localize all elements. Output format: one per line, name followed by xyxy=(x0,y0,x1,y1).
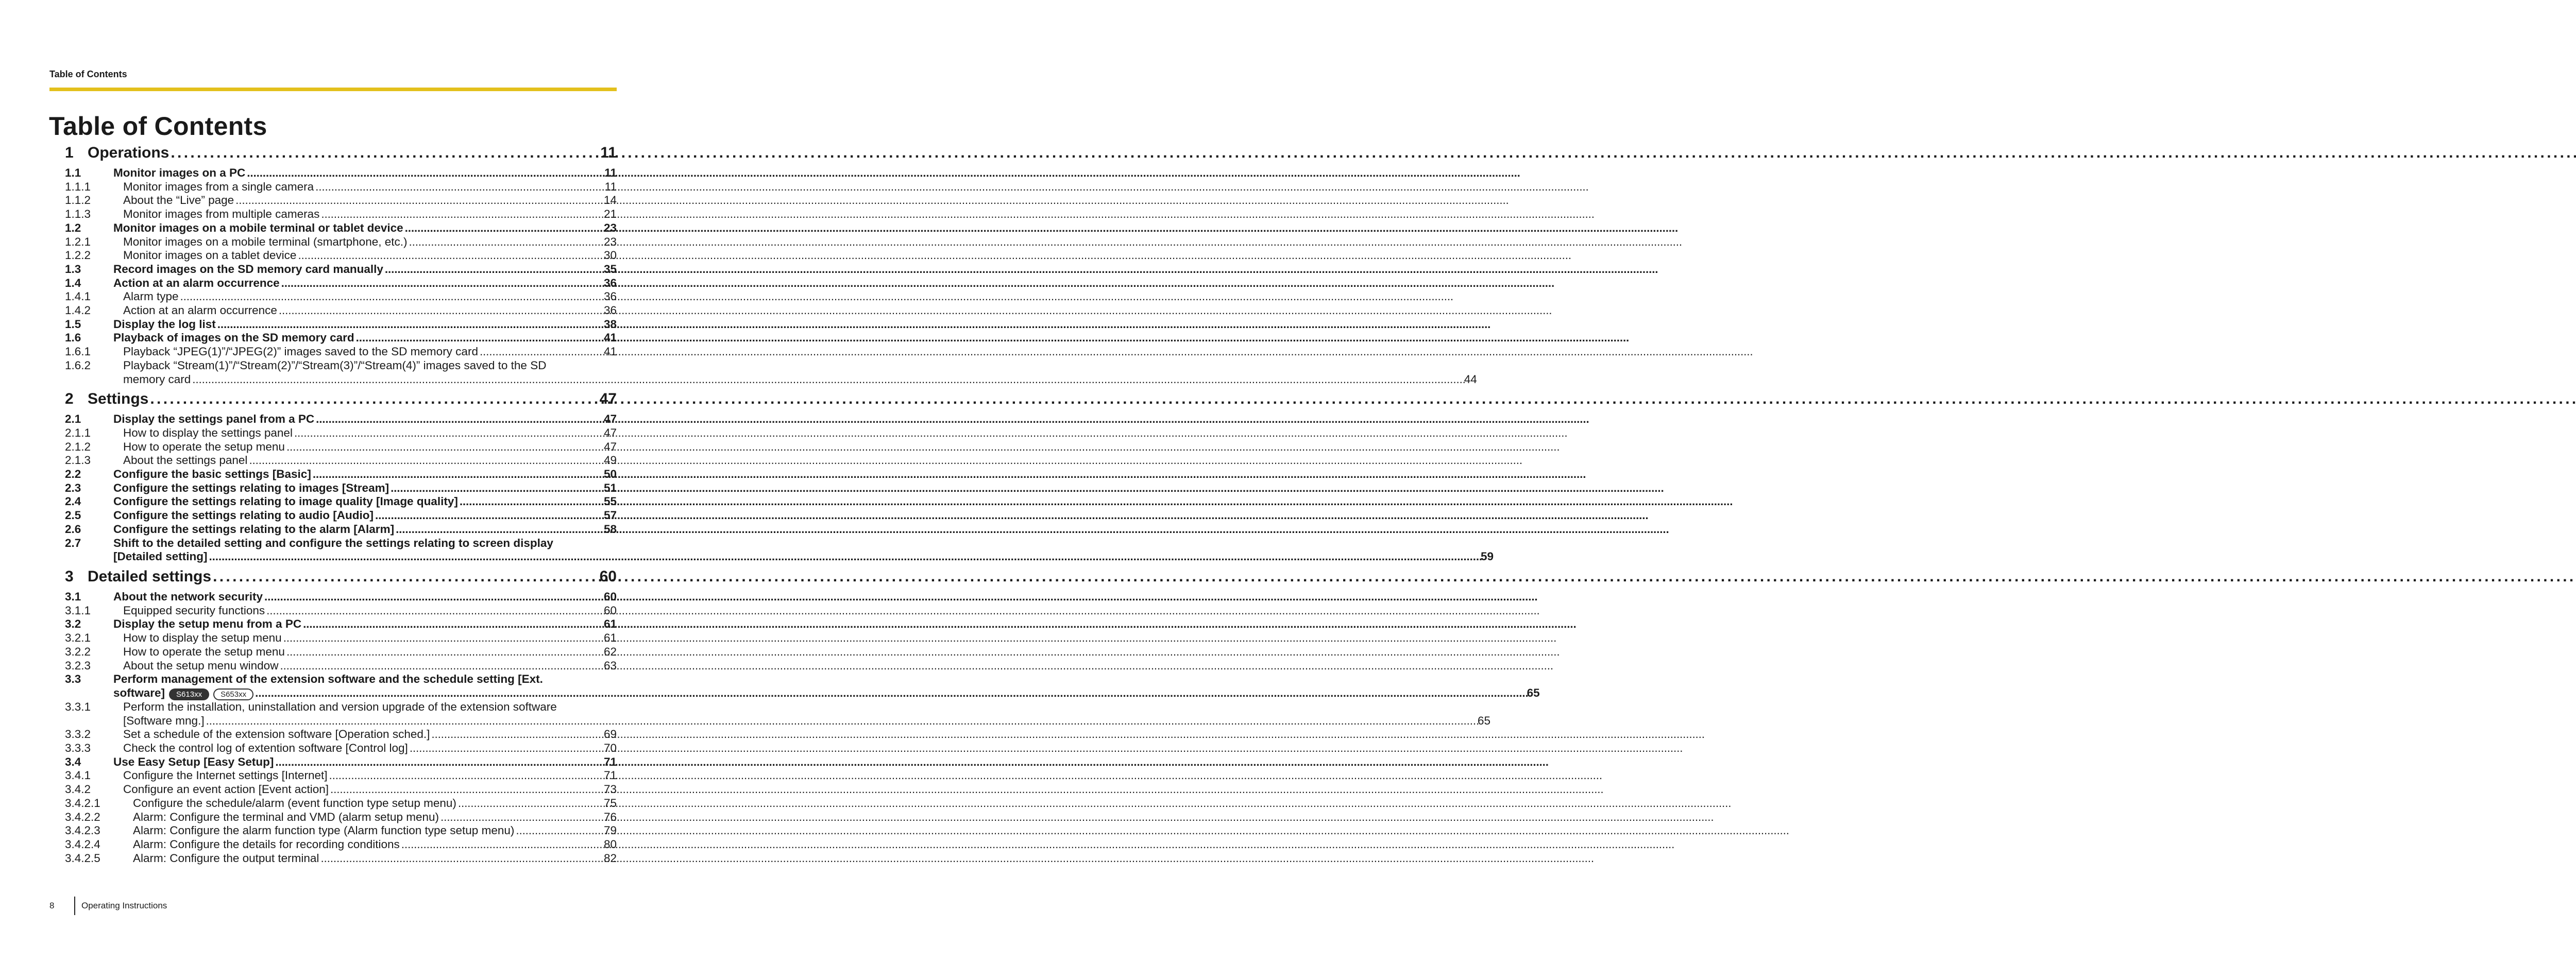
page-footer xyxy=(49,897,167,915)
toc-entry[interactable] xyxy=(65,590,617,604)
toc-entry[interactable] xyxy=(65,659,617,673)
toc-entry[interactable] xyxy=(65,277,617,290)
toc-entry-page: 36 xyxy=(603,304,617,317)
toc-entry-title: Alarm: Configure the terminal and VMD (alarm setup menu) xyxy=(133,810,439,823)
toc-leader-dots xyxy=(321,208,604,221)
toc-entry-page: 59 xyxy=(1480,550,1494,563)
toc-entry-page: 50 xyxy=(603,468,617,481)
toc-entry-title: Equipped security functions xyxy=(123,604,265,617)
toc-leader-dots xyxy=(286,440,604,454)
toc-entry-title: About the settings panel xyxy=(123,454,248,467)
toc-leader-dots xyxy=(294,426,604,440)
toc-entry-number: 3.4.2.4 xyxy=(65,837,100,851)
toc-entry-page: 35 xyxy=(603,262,617,276)
toc-entry-page: 47 xyxy=(599,390,617,408)
toc-entry-page: 73 xyxy=(603,783,617,796)
toc-entry[interactable] xyxy=(65,797,617,811)
toc-entry[interactable] xyxy=(65,194,617,208)
toc-entry-number: 1.1.2 xyxy=(65,194,91,207)
toc-entry[interactable] xyxy=(65,263,617,277)
toc-entry-title: Operations xyxy=(88,144,170,161)
toc-entry[interactable] xyxy=(65,208,617,221)
toc-entry-page: 41 xyxy=(603,331,617,345)
toc-entry[interactable] xyxy=(65,509,617,523)
toc-leader-dots xyxy=(315,180,605,194)
toc-leader-dots xyxy=(217,318,604,332)
toc-entry-page: 65 xyxy=(1527,686,1540,699)
toc-entry-title: Use Easy Setup [Easy Setup] xyxy=(113,755,274,768)
toc-entry-title: How to display the settings panel xyxy=(123,426,293,439)
toc-entry-number: 2.7 xyxy=(65,536,81,549)
toc-entry[interactable] xyxy=(65,426,617,440)
toc-entry-title: Playback of images on the SD memory card xyxy=(113,331,354,345)
toc-entry-number: 2.4 xyxy=(65,495,81,508)
toc-leader-dots xyxy=(255,686,1527,700)
toc-entry-title: About the “Live” page xyxy=(123,194,234,207)
toc-entry-page: 60 xyxy=(603,604,617,617)
toc-entry-number: 3.3.1 xyxy=(65,700,91,713)
toc-entry-title: Monitor images on a mobile terminal (smartphone, etc.) xyxy=(123,235,408,248)
toc-entry[interactable] xyxy=(65,249,617,263)
toc-leader-dots xyxy=(385,263,604,277)
toc-entry-number: 3.3.3 xyxy=(65,742,91,755)
model-badge: S613xx xyxy=(169,688,209,700)
toc-entry[interactable] xyxy=(65,495,617,509)
toc-entry-page: 80 xyxy=(603,837,617,851)
toc-entry[interactable] xyxy=(65,358,1477,386)
toc-entry-number: 1.6.2 xyxy=(65,358,91,372)
toc-leader-dots xyxy=(206,714,1478,728)
toc-entry-page: 47 xyxy=(603,412,617,426)
toc-entry[interactable] xyxy=(65,755,617,769)
toc-leader-dots xyxy=(316,412,604,426)
toc-entry[interactable] xyxy=(65,304,617,318)
toc-entry[interactable] xyxy=(65,631,617,645)
toc-entry-title: Configure the schedule/alarm (event function type setup menu) xyxy=(133,796,456,810)
toc-entry-number: 1.2.2 xyxy=(65,249,91,262)
toc-leader-dots xyxy=(180,290,604,304)
toc-entry-title: Playback “JPEG(1)”/“JPEG(2)” images saved to the SD memory card xyxy=(123,345,478,358)
toc-entry[interactable] xyxy=(65,144,617,166)
toc-entry[interactable] xyxy=(65,838,617,852)
toc-entry[interactable] xyxy=(65,440,617,454)
toc-entry-page: 51 xyxy=(603,481,617,494)
toc-entry-page: 36 xyxy=(603,276,617,289)
toc-entry-title: Display the setup menu from a PC xyxy=(113,617,302,631)
toc-entry[interactable] xyxy=(65,728,617,742)
toc-entry[interactable] xyxy=(65,673,1540,700)
toc-entry[interactable] xyxy=(65,645,617,659)
toc-entry-title: About the setup menu window xyxy=(123,659,279,672)
toc-leader-dots xyxy=(303,617,604,631)
toc-entry-title-continued: [Detailed setting] xyxy=(113,550,208,563)
toc-entry-number: 2.1.3 xyxy=(65,454,91,467)
toc-entry[interactable] xyxy=(65,852,617,866)
toc-entry-page: 71 xyxy=(603,769,617,782)
toc-entry-number: 3.3 xyxy=(65,673,81,686)
toc-entry-page: 61 xyxy=(603,617,617,631)
toc-entry[interactable] xyxy=(65,345,617,359)
toc-entry[interactable] xyxy=(65,221,617,235)
toc-entry-page: 76 xyxy=(603,810,617,823)
toc-entry-number: 3.4.2.2 xyxy=(65,810,100,823)
toc-leader-dots xyxy=(209,550,1481,564)
toc-entry-number: 1.6.1 xyxy=(65,345,91,358)
toc-entry-title-continued: [Software mng.] xyxy=(123,714,205,727)
toc-entry-number: 2.1.1 xyxy=(65,426,91,439)
toc-entry-title: Configure the settings relating to image quality [Image quality] xyxy=(113,495,458,508)
toc-leader-dots xyxy=(330,783,604,797)
toc-leader-dots xyxy=(286,645,604,659)
toc-leader-dots xyxy=(280,659,604,673)
toc-entry-title: Configure the Internet settings [Internet] xyxy=(123,769,328,782)
toc-entry-page: 14 xyxy=(603,194,617,207)
toc-entry-title: Configure the basic settings [Basic] xyxy=(113,468,311,481)
toc-entry-page: 44 xyxy=(1464,372,1477,386)
toc-entry-number: 3.4.2 xyxy=(65,783,91,796)
toc-entry-page: 65 xyxy=(1478,714,1491,727)
toc-entry-number: 2.6 xyxy=(65,522,81,536)
toc-leader-dots xyxy=(391,481,604,495)
toc-entry[interactable] xyxy=(65,617,617,631)
toc-entry-page: 23 xyxy=(603,221,617,234)
toc-entry-number: 1.1.3 xyxy=(65,208,91,221)
toc-entry-title-continued: memory card xyxy=(123,372,191,386)
toc-entry-number: 2.2 xyxy=(65,468,81,481)
toc-entry-number: 1.3 xyxy=(65,262,81,276)
toc-entry-number: 2.5 xyxy=(65,509,81,522)
toc-leader-dots xyxy=(516,824,604,838)
toc-entry[interactable] xyxy=(65,331,617,345)
toc-entry-title: How to operate the setup menu xyxy=(123,440,285,453)
toc-entry[interactable] xyxy=(65,166,617,180)
toc-entry-number: 3.4.2.3 xyxy=(65,824,100,837)
toc-entry-page: 49 xyxy=(603,454,617,467)
toc-entry[interactable] xyxy=(65,824,617,838)
toc-entry-number: 1.4 xyxy=(65,276,81,289)
toc-entry[interactable] xyxy=(65,700,1491,728)
toc-leader-dots xyxy=(249,454,604,468)
toc-entry[interactable] xyxy=(65,235,617,249)
toc-entry-number: 1 xyxy=(65,144,74,161)
toc-entry-number: 3.2 xyxy=(65,617,81,631)
toc-leader-dots xyxy=(480,345,604,359)
toc-entry-page: 55 xyxy=(603,495,617,508)
toc-leader-dots xyxy=(283,631,604,645)
toc-entry[interactable] xyxy=(65,523,617,537)
toc-entry-number: 2.1.2 xyxy=(65,440,91,453)
toc-entry-page: 30 xyxy=(603,249,617,262)
toc-entry-title: Configure the settings relating to images [Stream] xyxy=(113,481,389,494)
toc-leader-dots xyxy=(460,495,604,509)
toc-entry-number: 3.4.2.1 xyxy=(65,796,100,810)
toc-leader-dots xyxy=(410,742,604,755)
toc-entry-title: Set a schedule of the extension software [Operation sched.] xyxy=(123,728,430,741)
toc-leader-dots xyxy=(171,144,600,162)
toc-leader-dots xyxy=(409,235,603,249)
toc-leader-dots xyxy=(329,769,604,783)
toc-entry-title: Monitor images from a single camera xyxy=(123,180,314,193)
toc-leader-dots xyxy=(458,797,604,811)
toc-entry-number: 1.4.1 xyxy=(65,290,91,303)
toc-entry-title-continued: software] xyxy=(113,686,165,699)
running-header: Table of Contents xyxy=(49,69,127,79)
footer-doc-name: Operating Instructions xyxy=(81,901,167,910)
toc-entry-number: 2 xyxy=(65,390,74,408)
toc-entry-title: Action at an alarm occurrence xyxy=(113,276,280,289)
toc-entry-title: Shift to the detailed setting and configure the settings relating to screen display xyxy=(113,536,553,549)
toc-leader-dots xyxy=(266,604,604,618)
toc-entry-number: 1.1 xyxy=(65,166,81,179)
toc-entry[interactable] xyxy=(65,454,617,468)
toc-entry-title: Perform the installation, uninstallation and version upgrade of the extension software xyxy=(123,700,557,713)
toc-entry-page: 79 xyxy=(603,824,617,837)
toc-entry-page: 58 xyxy=(603,522,617,536)
toc-entry-title: How to display the setup menu xyxy=(123,631,282,645)
toc-entry-number: 1.2 xyxy=(65,221,81,234)
toc-entry-number: 3.4 xyxy=(65,755,81,768)
toc-entry-number: 2.1 xyxy=(65,412,81,426)
toc-entry-page: 47 xyxy=(603,426,617,439)
toc-entry-number: 1.2.1 xyxy=(65,235,91,248)
toc-entry-number: 3.2.1 xyxy=(65,631,91,645)
toc-leader-dots xyxy=(298,249,604,263)
toc-entry[interactable] xyxy=(65,180,617,194)
toc-entry-page: 11 xyxy=(604,180,617,193)
toc-entry-title: Settings xyxy=(88,390,149,408)
toc-entry-number: 1.6 xyxy=(65,331,81,345)
toc-entry-number: 3.3.2 xyxy=(65,728,91,741)
toc-leader-dots xyxy=(396,523,604,537)
toc-entry-page: 21 xyxy=(603,208,617,221)
toc-entry-page: 57 xyxy=(603,509,617,522)
toc-entry-number: 1.1.1 xyxy=(65,180,91,193)
toc-entry-title: How to operate the setup menu xyxy=(123,645,285,658)
toc-entry-page: 11 xyxy=(604,166,617,179)
toc-entry-title: Perform management of the extension software and the schedule setting [Ext. xyxy=(113,673,543,686)
toc-entry-page: 70 xyxy=(603,742,617,755)
toc-leader-dots xyxy=(431,728,604,742)
toc-entry-title: Monitor images on a mobile terminal or tablet device xyxy=(113,221,403,234)
toc-entry-page: 75 xyxy=(603,796,617,810)
toc-entry[interactable] xyxy=(65,769,617,783)
toc-entry-title: Alarm: Configure the alarm function type (Alarm function type setup menu) xyxy=(133,824,515,837)
toc-entry-page: 60 xyxy=(599,567,617,585)
toc-leader-dots xyxy=(235,194,604,208)
toc-entry-title: Monitor images on a PC xyxy=(113,166,246,179)
page-title: Table of Contents xyxy=(49,112,267,141)
toc-entry-title: Action at an alarm occurrence xyxy=(123,304,277,317)
toc-entry-number: 1.4.2 xyxy=(65,304,91,317)
toc-entry[interactable] xyxy=(65,811,617,824)
toc-entry[interactable] xyxy=(65,468,617,481)
toc-entry-title: Display the settings panel from a PC xyxy=(113,412,315,426)
toc-leader-dots xyxy=(264,590,604,604)
toc-entry-number: 3.4.1 xyxy=(65,769,91,782)
toc-entry[interactable] xyxy=(65,604,617,618)
toc-leader-dots xyxy=(279,304,604,318)
toc-entry-page: 69 xyxy=(603,728,617,741)
toc-entry-title: Alarm: Configure the output terminal xyxy=(133,851,319,865)
footer-divider xyxy=(74,897,75,915)
toc-entry[interactable] xyxy=(65,290,617,304)
toc-leader-dots xyxy=(356,331,604,345)
model-badge: S653xx xyxy=(213,688,253,700)
toc-entry-number: 3 xyxy=(65,567,74,585)
toc-entry-number: 3.2.3 xyxy=(65,659,91,672)
toc-entry-number: 2.3 xyxy=(65,481,81,494)
footer-page-number: 8 xyxy=(49,901,55,910)
toc-entry-title: Record images on the SD memory card manually xyxy=(113,262,383,276)
toc-entry-title: Monitor images from multiple cameras xyxy=(123,208,320,221)
toc-entry-title: Check the control log of extention software [Control log] xyxy=(123,742,408,755)
toc-entry[interactable] xyxy=(65,412,617,426)
toc-leader-dots xyxy=(375,509,604,523)
toc-entry-title: About the network security xyxy=(113,590,263,603)
toc-entry-number: 3.1 xyxy=(65,590,81,603)
toc-entry-title: Alarm type xyxy=(123,290,179,303)
toc-entry[interactable] xyxy=(65,568,617,590)
toc-leader-dots xyxy=(440,811,604,824)
toc-entry-title: Configure the settings relating to audio [Audio] xyxy=(113,509,374,522)
toc-entry[interactable] xyxy=(65,390,617,412)
toc-entry[interactable] xyxy=(65,742,617,755)
toc-entry[interactable] xyxy=(65,481,617,495)
toc-entry-page: 47 xyxy=(603,440,617,453)
toc-entry[interactable] xyxy=(65,536,1494,564)
toc-entry-title: Detailed settings xyxy=(88,567,212,585)
toc-entry-page: 38 xyxy=(603,317,617,331)
toc-entry[interactable] xyxy=(65,783,617,797)
toc-entry-page: 60 xyxy=(603,590,617,603)
toc-leader-dots xyxy=(281,277,604,290)
toc-leader-dots xyxy=(150,390,599,408)
toc-entry-page: 41 xyxy=(603,345,617,358)
toc-entry-page: 11 xyxy=(600,144,617,161)
toc-leader-dots xyxy=(213,568,600,586)
toc-entry-page: 63 xyxy=(603,659,617,672)
toc-leader-dots xyxy=(401,838,604,852)
toc-entry-number: 3.1.1 xyxy=(65,604,91,617)
toc-entry-number: 1.5 xyxy=(65,317,81,331)
toc-entry[interactable] xyxy=(65,318,617,332)
toc-entry-page: 61 xyxy=(603,631,617,645)
toc-leader-dots xyxy=(247,166,604,180)
toc-entry-number: 3.2.2 xyxy=(65,645,91,658)
toc-leader-dots xyxy=(275,755,604,769)
toc-entry-page: 36 xyxy=(603,290,617,303)
toc-entry-page: 62 xyxy=(603,645,617,658)
toc-leader-dots xyxy=(313,468,604,481)
toc-entry-page: 23 xyxy=(603,235,617,248)
toc-entry-page: 82 xyxy=(603,851,617,865)
header-rule xyxy=(49,88,617,91)
toc-leader-dots xyxy=(192,373,1464,387)
toc-leader-dots xyxy=(320,852,604,866)
toc-entry-title: Alarm: Configure the details for recording conditions xyxy=(133,837,400,851)
toc-entry-title: Monitor images on a tablet device xyxy=(123,249,297,262)
toc-entry-title: Configure an event action [Event action] xyxy=(123,783,329,796)
toc-entry-number: 3.4.2.5 xyxy=(65,851,100,865)
toc-entry-title: Configure the settings relating to the alarm [Alarm] xyxy=(113,522,395,536)
toc-entry-title: Playback “Stream(1)”/“Stream(2)”/“Stream(3)”/“Stream(4)” images saved to the SD xyxy=(123,358,547,372)
toc-leader-dots xyxy=(405,221,604,235)
toc-entry-page: 71 xyxy=(603,755,617,768)
toc-entry-title: Display the log list xyxy=(113,317,216,331)
toc-list xyxy=(65,144,1540,865)
